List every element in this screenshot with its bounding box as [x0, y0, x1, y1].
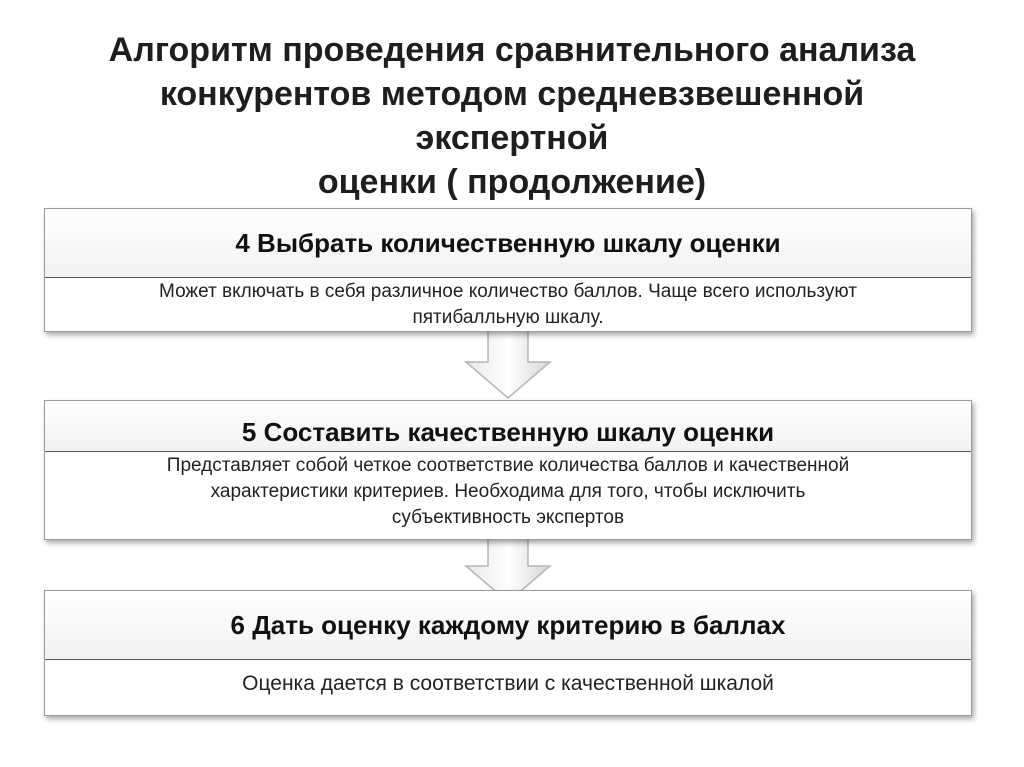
step-5-heading: 5 Составить качественную шкалу оценки	[45, 401, 971, 451]
step-4-desc-line: пятибалльную шкалу.	[412, 307, 604, 328]
step-5-divider	[45, 451, 971, 452]
step-4-divider	[45, 277, 971, 278]
title-line-1: Алгоритм проведения сравнительного анализа	[108, 31, 916, 69]
step-5-description	[45, 453, 971, 531]
step-5-desc-line: характеристики критериев. Необходима для того, чтобы исключить	[210, 481, 806, 502]
title-line-2: конкурентов методом средневзвешенной экспертной	[159, 75, 865, 157]
step-4-desc-line: Может включать в себя различное количество баллов. Чаще всего используют	[159, 281, 857, 302]
step-6-divider	[45, 659, 971, 660]
step-6-box	[44, 590, 972, 716]
step-6-heading: 6 Дать оценку каждому критерию в баллах	[45, 591, 971, 659]
step-5-desc-line: субъективность экспертов	[391, 507, 625, 528]
page-title	[60, 28, 964, 204]
step-4-box	[44, 208, 972, 332]
step-4-heading: 4 Выбрать количественную шкалу оценки	[45, 209, 971, 277]
step-5-box	[44, 400, 972, 540]
step-6-desc-line: Оценка дается в соответствии с качественной шкалой	[242, 672, 774, 695]
step-6-description	[45, 671, 971, 697]
step-5-desc-line: Представляет собой четкое соответствие количества баллов и качественной	[166, 455, 850, 476]
step-4-description	[45, 279, 971, 331]
down-arrow-icon	[464, 330, 552, 400]
title-line-3: оценки ( продолжение)	[317, 163, 707, 201]
